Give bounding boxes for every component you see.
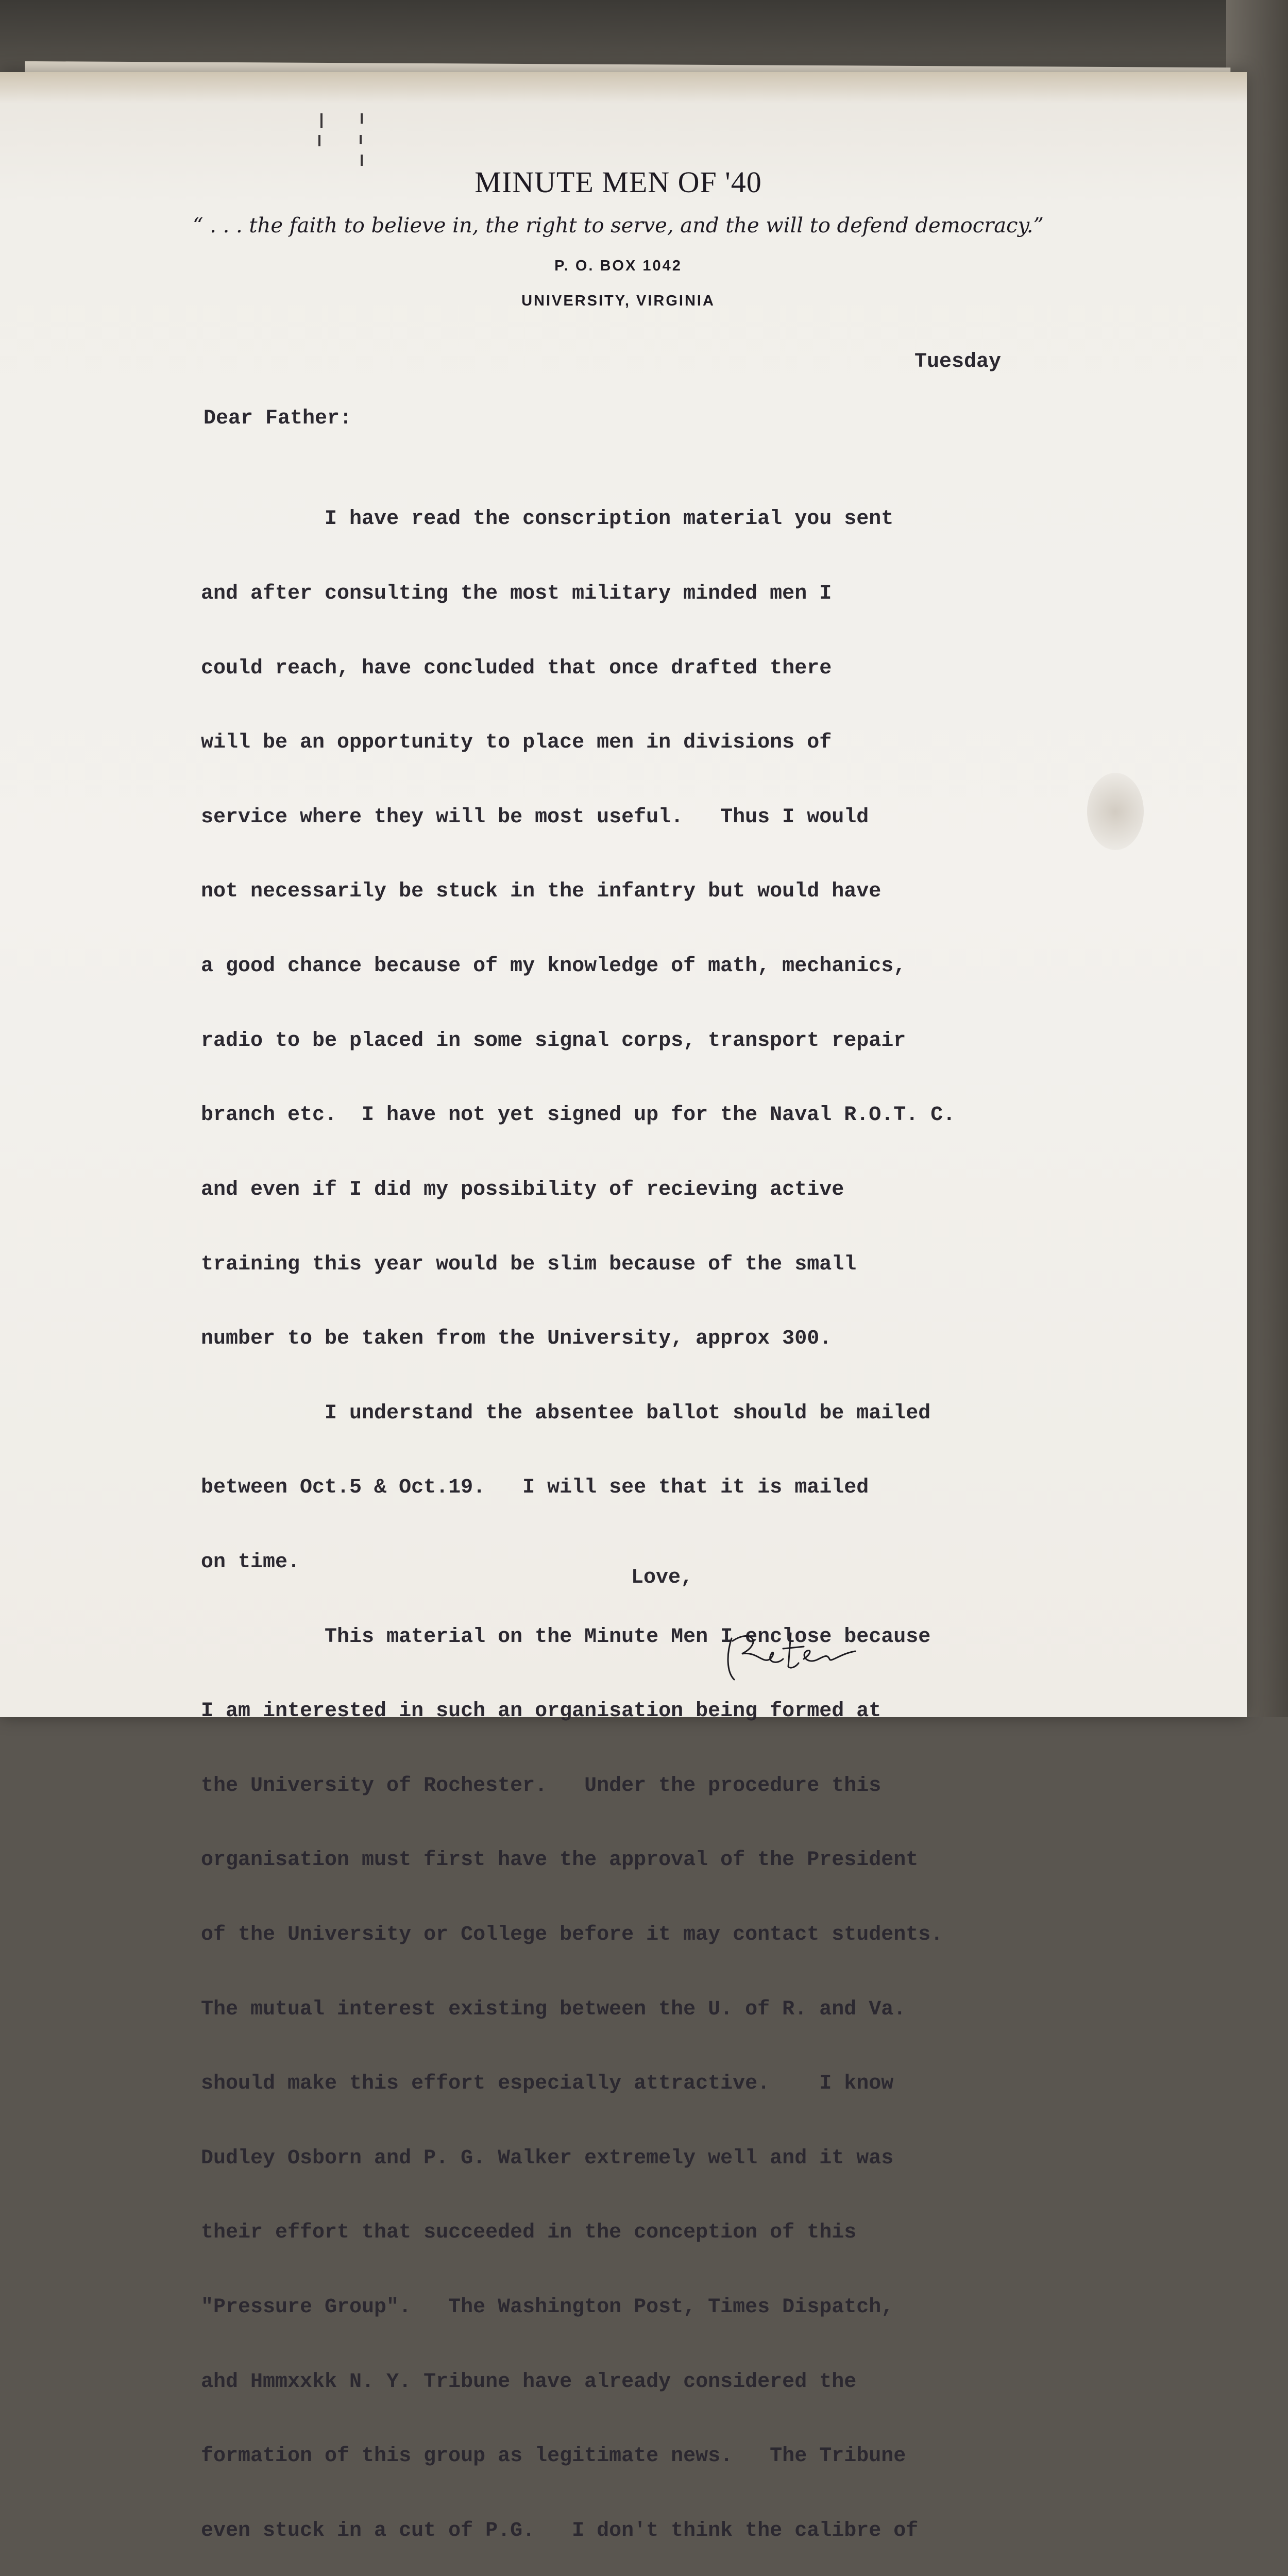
body-line: training this year would be slim because of the small: [201, 1252, 857, 1276]
body-line: a good chance because of my knowledge of math, mechanics,: [201, 955, 906, 978]
body-line: I have read the conscription material you sent: [201, 507, 894, 531]
body-line: This material on the Minute Men I enclose because: [201, 1625, 931, 1649]
body-line: between Oct.5 & Oct.19. I will see that it is mailed: [201, 1476, 869, 1500]
letter-body: [201, 457, 1005, 2576]
body-line: I am interested in such an organisation being formed at: [201, 1700, 882, 1723]
body-line: radio to be placed in some signal corps, transport repair: [201, 1029, 906, 1053]
body-line: even stuck in a cut of P.G. I don't think the calibre of: [201, 2519, 919, 2543]
body-line: branch etc. I have not yet signed up for the Naval R.O.T. C.: [201, 1104, 956, 1127]
sheet-top-edge: [0, 72, 1247, 103]
body-line: and after consulting the most military minded men I: [201, 582, 832, 606]
body-line: could reach, have concluded that once drafted there: [201, 656, 832, 680]
body-line: I understand the absentee ballot should be mailed: [201, 1401, 931, 1425]
body-line: their effort that succeeded in the conception of this: [201, 2221, 857, 2245]
body-line: Dudley Osborn and P. G. Walker extremely well and it was: [201, 2146, 894, 2170]
letterhead-po-box: P. O. BOX 1042: [554, 258, 682, 274]
letterhead-address: UNIVERSITY, VIRGINIA: [521, 293, 715, 309]
body-line: of the University or College before it may contact students.: [201, 1923, 943, 1946]
paper-stain: [1087, 773, 1144, 850]
body-line: "Pressure Group". The Washington Post, Times Dispatch,: [201, 2296, 894, 2319]
salutation: Dear Father:: [204, 407, 352, 430]
letter-date: Tuesday: [914, 350, 1002, 374]
body-line: should make this effort especially attractive. I know: [201, 2072, 894, 2096]
body-line: organisation must first have the approval of the President: [201, 1849, 919, 1872]
body-line: The mutual interest existing between the U. of R. and Va.: [201, 1997, 906, 2021]
body-line: and even if I did my possibility of recieving active: [201, 1178, 844, 1201]
closing: Love,: [631, 1566, 693, 1589]
body-line: service where they will be most useful. Thus I would: [201, 805, 869, 829]
body-line: ahd Hmmxxkk N. Y. Tribune have already considered the: [201, 2370, 857, 2394]
body-line: will be an opportunity to place men in divisions of: [201, 731, 832, 755]
body-line: on time.: [201, 1550, 300, 1574]
body-line: not necessarily be stuck in the infantry but would have: [201, 880, 882, 904]
letterhead-title: MINUTE MEN OF '40: [474, 165, 762, 199]
body-line: number to be taken from the University, approx 300.: [201, 1327, 832, 1351]
handwritten-signature: [721, 1623, 876, 1685]
letterhead-motto: “ . . . the faith to believe in, the right to serve, and the will to defend democracy.”: [193, 214, 1044, 238]
body-line: the University of Rochester. Under the procedure this: [201, 1774, 882, 1798]
body-line: formation of this group as legitimate news. The Tribune: [201, 2445, 906, 2468]
